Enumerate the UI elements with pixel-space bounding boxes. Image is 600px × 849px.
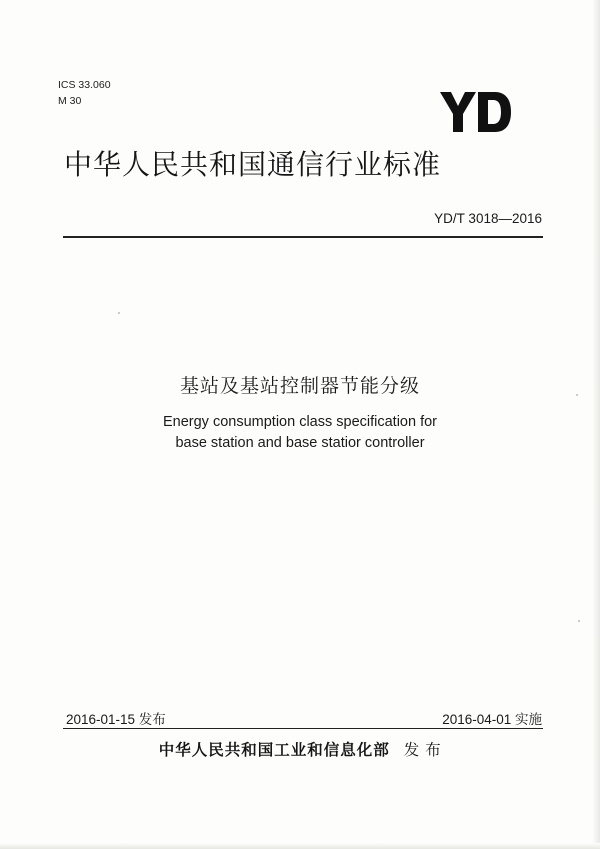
industry-standard-title: 中华人民共和国通信行业标准 — [64, 148, 442, 181]
document-title-english-line-1: Energy consumption class specification for — [162, 414, 438, 430]
document-title-english — [0, 412, 600, 454]
classification-codes — [58, 77, 111, 109]
publisher-verb: 发 布 — [403, 741, 442, 759]
scan-speck — [578, 620, 580, 622]
document-title-english-line-2: base station and base statior controller — [175, 435, 425, 451]
ccs-code: M 30 — [58, 95, 82, 107]
effective-date: 2016-04-01 实施 — [442, 712, 542, 727]
header-divider — [63, 236, 543, 238]
scan-speck — [118, 312, 120, 314]
yd-logo-mark — [440, 90, 512, 134]
page-edge-shadow — [592, 0, 600, 849]
ics-code: ICS 33.060 — [58, 79, 111, 91]
publisher-name: 中华人民共和国工业和信息化部 — [158, 741, 390, 759]
standard-number: YD/T 3018—2016 — [434, 211, 542, 226]
publisher-line — [0, 738, 600, 760]
yd-logo — [440, 90, 512, 134]
document-title-chinese: 基站及基站控制器节能分级 — [179, 375, 420, 397]
issue-date: 2016-01-15 发布 — [66, 712, 166, 727]
scan-speck — [576, 394, 578, 396]
page-edge-shadow — [0, 843, 600, 849]
footer-divider — [63, 728, 543, 729]
